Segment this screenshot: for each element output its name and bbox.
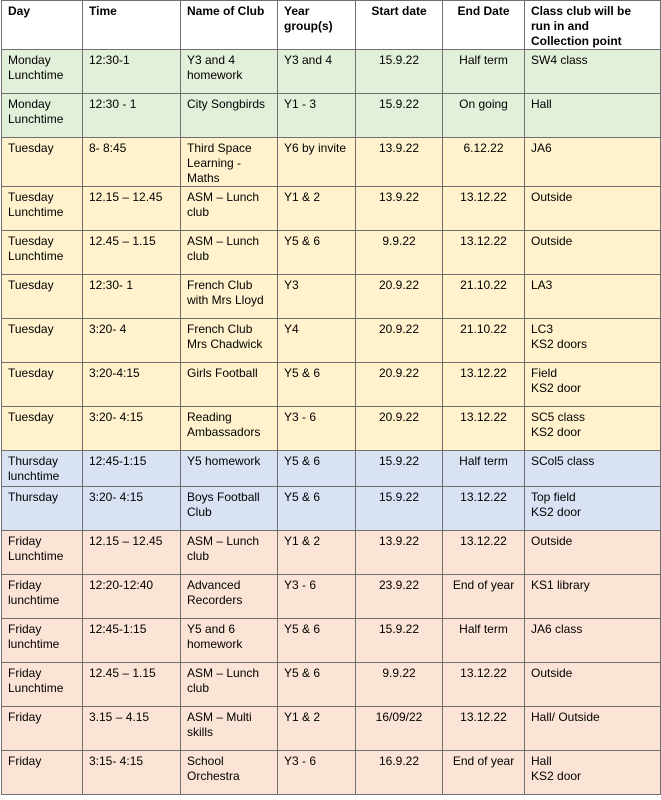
cell-year-groups: Y5 & 6 bbox=[278, 231, 356, 275]
header-start-date: Start date bbox=[356, 1, 443, 50]
cell-day: Friday lunchtime bbox=[2, 575, 83, 619]
cell-day: Thursday lunchtime bbox=[2, 451, 83, 487]
cell-start-date: 15.9.22 bbox=[356, 451, 443, 487]
cell-day: Tuesday bbox=[2, 363, 83, 407]
cell-start-date: 16.9.22 bbox=[356, 751, 443, 795]
cell-club-name: City Songbirds bbox=[181, 94, 278, 138]
cell-club-name: ASM – Lunch club bbox=[181, 531, 278, 575]
cell-day: Tuesday Lunchtime bbox=[2, 187, 83, 231]
cell-end-date: 21.10.22 bbox=[443, 275, 525, 319]
table-row bbox=[2, 707, 661, 751]
cell-day: Tuesday bbox=[2, 138, 83, 187]
cell-day: Friday bbox=[2, 707, 83, 751]
cell-start-date: 20.9.22 bbox=[356, 407, 443, 451]
cell-year-groups: Y6 by invite bbox=[278, 138, 356, 187]
cell-start-date: 13.9.22 bbox=[356, 138, 443, 187]
cell-location: Field KS2 door bbox=[525, 363, 661, 407]
cell-location: KS1 library bbox=[525, 575, 661, 619]
cell-time: 12.15 – 12.45 bbox=[83, 187, 181, 231]
cell-location: Hall KS2 door bbox=[525, 751, 661, 795]
table-row bbox=[2, 407, 661, 451]
cell-club-name: Advanced Recorders bbox=[181, 575, 278, 619]
cell-day: Friday lunchtime bbox=[2, 619, 83, 663]
table-row bbox=[2, 187, 661, 231]
cell-club-name: School Orchestra bbox=[181, 751, 278, 795]
cell-club-name: Y3 and 4 homework bbox=[181, 50, 278, 94]
cell-location: LA3 bbox=[525, 275, 661, 319]
table-row bbox=[2, 575, 661, 619]
cell-start-date: 20.9.22 bbox=[356, 319, 443, 363]
cell-time: 12.45 – 1.15 bbox=[83, 231, 181, 275]
cell-day: Tuesday bbox=[2, 275, 83, 319]
cell-start-date: 13.9.22 bbox=[356, 531, 443, 575]
cell-location: Hall/ Outside bbox=[525, 707, 661, 751]
cell-end-date: On going bbox=[443, 94, 525, 138]
cell-club-name: ASM – Lunch club bbox=[181, 231, 278, 275]
cell-end-date: 13.12.22 bbox=[443, 707, 525, 751]
cell-year-groups: Y3 - 6 bbox=[278, 407, 356, 451]
cell-location: Hall bbox=[525, 94, 661, 138]
cell-time: 12:30-1 bbox=[83, 50, 181, 94]
header-day: Day bbox=[2, 1, 83, 50]
cell-start-date: 13.9.22 bbox=[356, 187, 443, 231]
cell-year-groups: Y5 & 6 bbox=[278, 451, 356, 487]
header-end-date: End Date bbox=[443, 1, 525, 50]
cell-start-date: 15.9.22 bbox=[356, 50, 443, 94]
clubs-table bbox=[1, 0, 661, 795]
cell-end-date: 13.12.22 bbox=[443, 231, 525, 275]
cell-start-date: 20.9.22 bbox=[356, 363, 443, 407]
cell-club-name: ASM – Lunch club bbox=[181, 187, 278, 231]
cell-location: Outside bbox=[525, 531, 661, 575]
cell-time: 12.45 – 1.15 bbox=[83, 663, 181, 707]
cell-year-groups: Y5 & 6 bbox=[278, 363, 356, 407]
cell-start-date: 23.9.22 bbox=[356, 575, 443, 619]
cell-time: 12:20-12:40 bbox=[83, 575, 181, 619]
cell-year-groups: Y1 & 2 bbox=[278, 187, 356, 231]
cell-club-name: Y5 homework bbox=[181, 451, 278, 487]
cell-time: 12.15 – 12.45 bbox=[83, 531, 181, 575]
cell-day: Monday Lunchtime bbox=[2, 50, 83, 94]
cell-location: SC5 class KS2 door bbox=[525, 407, 661, 451]
cell-club-name: French Club with Mrs Lloyd bbox=[181, 275, 278, 319]
cell-day: Friday Lunchtime bbox=[2, 663, 83, 707]
table-row bbox=[2, 231, 661, 275]
cell-end-date: 13.12.22 bbox=[443, 531, 525, 575]
cell-year-groups: Y5 & 6 bbox=[278, 487, 356, 531]
table-row bbox=[2, 487, 661, 531]
cell-day: Thursday bbox=[2, 487, 83, 531]
cell-start-date: 16/09/22 bbox=[356, 707, 443, 751]
cell-year-groups: Y1 - 3 bbox=[278, 94, 356, 138]
table-row bbox=[2, 319, 661, 363]
cell-time: 3:20- 4 bbox=[83, 319, 181, 363]
cell-time: 3:20- 4:15 bbox=[83, 407, 181, 451]
cell-location: Top field KS2 door bbox=[525, 487, 661, 531]
cell-start-date: 15.9.22 bbox=[356, 94, 443, 138]
header-time: Time bbox=[83, 1, 181, 50]
header-year-groups: Year group(s) bbox=[278, 1, 356, 50]
cell-time: 3:15- 4:15 bbox=[83, 751, 181, 795]
table-row bbox=[2, 363, 661, 407]
cell-end-date: 13.12.22 bbox=[443, 407, 525, 451]
cell-location: SCol5 class bbox=[525, 451, 661, 487]
cell-location: JA6 class bbox=[525, 619, 661, 663]
cell-location: JA6 bbox=[525, 138, 661, 187]
cell-time: 12:45-1:15 bbox=[83, 619, 181, 663]
cell-location: Outside bbox=[525, 663, 661, 707]
header-club-name: Name of Club bbox=[181, 1, 278, 50]
table-row bbox=[2, 275, 661, 319]
table-row bbox=[2, 663, 661, 707]
cell-start-date: 15.9.22 bbox=[356, 619, 443, 663]
cell-end-date: 13.12.22 bbox=[443, 487, 525, 531]
cell-time: 3.15 – 4.15 bbox=[83, 707, 181, 751]
cell-time: 12:45-1:15 bbox=[83, 451, 181, 487]
cell-end-date: 6.12.22 bbox=[443, 138, 525, 187]
cell-start-date: 20.9.22 bbox=[356, 275, 443, 319]
cell-year-groups: Y1 & 2 bbox=[278, 531, 356, 575]
table-row bbox=[2, 50, 661, 94]
cell-year-groups: Y4 bbox=[278, 319, 356, 363]
cell-day: Tuesday bbox=[2, 407, 83, 451]
cell-year-groups: Y5 & 6 bbox=[278, 663, 356, 707]
cell-club-name: Girls Football bbox=[181, 363, 278, 407]
cell-year-groups: Y5 & 6 bbox=[278, 619, 356, 663]
cell-location: LC3 KS2 doors bbox=[525, 319, 661, 363]
table-row bbox=[2, 138, 661, 187]
cell-location: SW4 class bbox=[525, 50, 661, 94]
cell-end-date: End of year bbox=[443, 575, 525, 619]
table-row bbox=[2, 619, 661, 663]
table-row bbox=[2, 451, 661, 487]
cell-time: 12:30- 1 bbox=[83, 275, 181, 319]
cell-club-name: Y5 and 6 homework bbox=[181, 619, 278, 663]
cell-location: Outside bbox=[525, 187, 661, 231]
cell-year-groups: Y3 and 4 bbox=[278, 50, 356, 94]
cell-end-date: Half term bbox=[443, 619, 525, 663]
cell-end-date: 21.10.22 bbox=[443, 319, 525, 363]
cell-day: Tuesday bbox=[2, 319, 83, 363]
cell-end-date: 13.12.22 bbox=[443, 363, 525, 407]
cell-start-date: 9.9.22 bbox=[356, 663, 443, 707]
cell-start-date: 15.9.22 bbox=[356, 487, 443, 531]
cell-end-date: Half term bbox=[443, 451, 525, 487]
cell-time: 3:20- 4:15 bbox=[83, 487, 181, 531]
cell-end-date: Half term bbox=[443, 50, 525, 94]
cell-end-date: 13.12.22 bbox=[443, 663, 525, 707]
cell-club-name: Boys Football Club bbox=[181, 487, 278, 531]
cell-club-name: Reading Ambassadors bbox=[181, 407, 278, 451]
cell-day: Monday Lunchtime bbox=[2, 94, 83, 138]
cell-time: 3:20-4:15 bbox=[83, 363, 181, 407]
table-row bbox=[2, 751, 661, 795]
cell-year-groups: Y3 - 6 bbox=[278, 751, 356, 795]
cell-club-name: ASM – Lunch club bbox=[181, 663, 278, 707]
cell-club-name: ASM – Multi skills bbox=[181, 707, 278, 751]
cell-day: Friday bbox=[2, 751, 83, 795]
header-row bbox=[2, 1, 661, 50]
cell-end-date: End of year bbox=[443, 751, 525, 795]
table-row bbox=[2, 531, 661, 575]
cell-start-date: 9.9.22 bbox=[356, 231, 443, 275]
cell-day: Friday Lunchtime bbox=[2, 531, 83, 575]
cell-year-groups: Y3 - 6 bbox=[278, 575, 356, 619]
cell-end-date: 13.12.22 bbox=[443, 187, 525, 231]
table-body bbox=[2, 50, 661, 795]
cell-location: Outside bbox=[525, 231, 661, 275]
cell-club-name: French Club Mrs Chadwick bbox=[181, 319, 278, 363]
cell-year-groups: Y1 & 2 bbox=[278, 707, 356, 751]
cell-time: 8- 8:45 bbox=[83, 138, 181, 187]
cell-day: Tuesday Lunchtime bbox=[2, 231, 83, 275]
header-location: Class club will be run in and Collection point bbox=[525, 1, 661, 50]
cell-year-groups: Y3 bbox=[278, 275, 356, 319]
table-row bbox=[2, 94, 661, 138]
cell-club-name: Third Space Learning - Maths bbox=[181, 138, 278, 187]
cell-time: 12:30 - 1 bbox=[83, 94, 181, 138]
